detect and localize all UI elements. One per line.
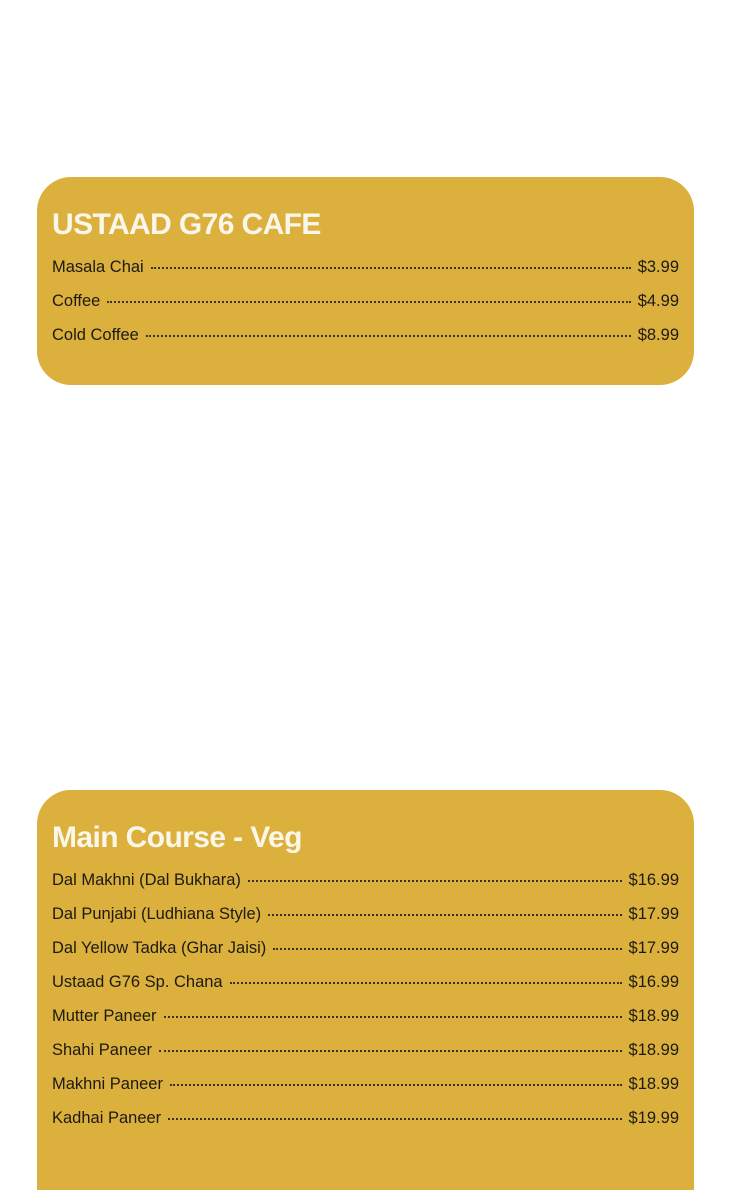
dot-leader [107,300,630,303]
dot-leader [273,947,621,950]
item-price: $18.99 [628,1075,679,1093]
item-price: $4.99 [637,292,679,310]
section-title: USTAAD G76 CAFE [52,208,321,241]
dot-leader [146,334,631,337]
item-name: Dal Yellow Tadka (Ghar Jaisi) [52,939,267,957]
item-price: $19.99 [628,1109,679,1127]
item-name: Dal Punjabi (Ludhiana Style) [52,905,262,923]
item-price: $3.99 [637,258,679,276]
item-name: Dal Makhni (Dal Bukhara) [52,871,241,889]
menu-list [52,258,679,360]
menu-item [52,292,679,326]
item-price: $8.99 [637,326,679,344]
dot-leader [168,1117,621,1120]
menu-item [52,1007,679,1041]
item-name: Kadhai Paneer [52,1109,162,1127]
menu-item [52,1075,679,1109]
item-name: Makhni Paneer [52,1075,163,1093]
menu-card-main-course-veg [37,790,694,1190]
item-name: Masala Chai [52,258,144,276]
item-name: Shahi Paneer [52,1041,152,1059]
menu-item [52,258,679,292]
menu-item [52,326,679,360]
item-price: $17.99 [628,905,679,923]
dot-leader [248,879,622,882]
item-name: Cold Coffee [52,326,139,344]
item-name: Mutter Paneer [52,1007,157,1025]
item-price: $16.99 [628,871,679,889]
item-name: Ustaad G76 Sp. Chana [52,973,223,991]
menu-item [52,1041,679,1075]
menu-item [52,871,679,905]
dot-leader [159,1049,622,1052]
dot-leader [151,266,631,269]
menu-card-cafe [37,177,694,385]
menu-list [52,871,679,1143]
dot-leader [164,1015,622,1018]
item-price: $16.99 [628,973,679,991]
menu-item [52,1109,679,1143]
dot-leader [268,913,621,916]
menu-item [52,905,679,939]
item-name: Coffee [52,292,101,310]
menu-item [52,973,679,1007]
item-price: $18.99 [628,1007,679,1025]
dot-leader [170,1083,622,1086]
item-price: $17.99 [628,939,679,957]
menu-item [52,939,679,973]
item-price: $18.99 [628,1041,679,1059]
dot-leader [230,981,622,984]
section-title: Main Course - Veg [52,821,302,854]
